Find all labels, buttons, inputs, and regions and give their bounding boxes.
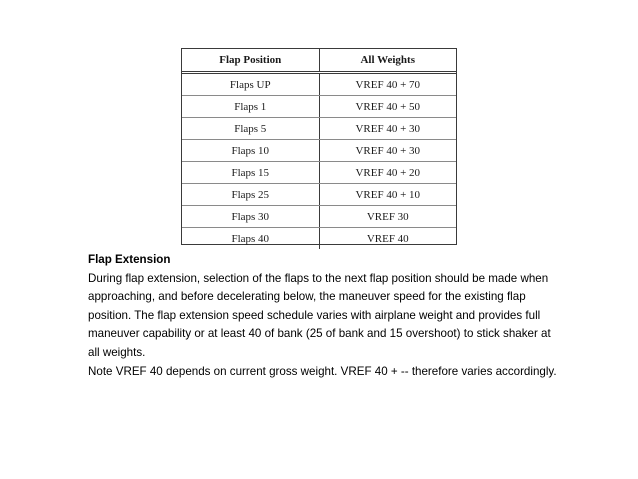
column-header-flap-position: Flap Position <box>182 49 319 73</box>
table-row <box>182 184 456 206</box>
column-header-all-weights: All Weights <box>319 49 456 73</box>
flap-position-cell: Flaps UP <box>182 73 319 96</box>
speed-cell: VREF 40 + 10 <box>319 184 456 206</box>
body-paragraph: During flap extension, selection of the flaps to the next flap position should be made when approaching, and before decelerating below, the maneuver speed for the existing flap position. The flap extension speed schedule varies with airplane weight and provides full maneuver capability or at least 40 of bank (25 of bank and 15 overshoot) to stick shaker at all weights. <box>88 271 551 359</box>
table-row <box>182 118 456 140</box>
speed-cell: VREF 40 + 30 <box>319 118 456 140</box>
flap-speed-table-container <box>181 48 457 245</box>
flap-position-cell: Flaps 5 <box>182 118 319 140</box>
speed-cell: VREF 40 <box>366 232 409 245</box>
note-paragraph: Note VREF 40 depends on current gross weight. VREF 40 + -- therefore varies accordingly. <box>88 364 557 378</box>
speed-cell: VREF 40 + 20 <box>319 162 456 184</box>
flap-position-cell: Flaps 10 <box>182 140 319 162</box>
speed-cell: VREF 40 + 70 <box>319 73 456 96</box>
table-header-row <box>182 49 456 73</box>
speed-cell: VREF 40 + 50 <box>319 96 456 118</box>
flap-position-cell: Flaps 1 <box>182 96 319 118</box>
flap-position-cell: Flaps 15 <box>182 162 319 184</box>
flap-position-cell: Flaps 30 <box>182 206 319 228</box>
table-row <box>182 140 456 162</box>
table-row <box>182 228 456 250</box>
table-row <box>182 73 456 96</box>
table-row <box>182 162 456 184</box>
table-row <box>182 206 456 228</box>
flap-position-cell: Flaps 40 <box>182 228 319 250</box>
section-heading: Flap Extension <box>88 253 171 266</box>
table-row <box>182 96 456 118</box>
speed-cell: VREF 30 <box>319 206 456 228</box>
speed-cell: VREF 40 + 30 <box>319 140 456 162</box>
flap-extension-text <box>88 251 558 381</box>
flap-speed-table <box>182 49 456 249</box>
flap-position-cell: Flaps 25 <box>182 184 319 206</box>
